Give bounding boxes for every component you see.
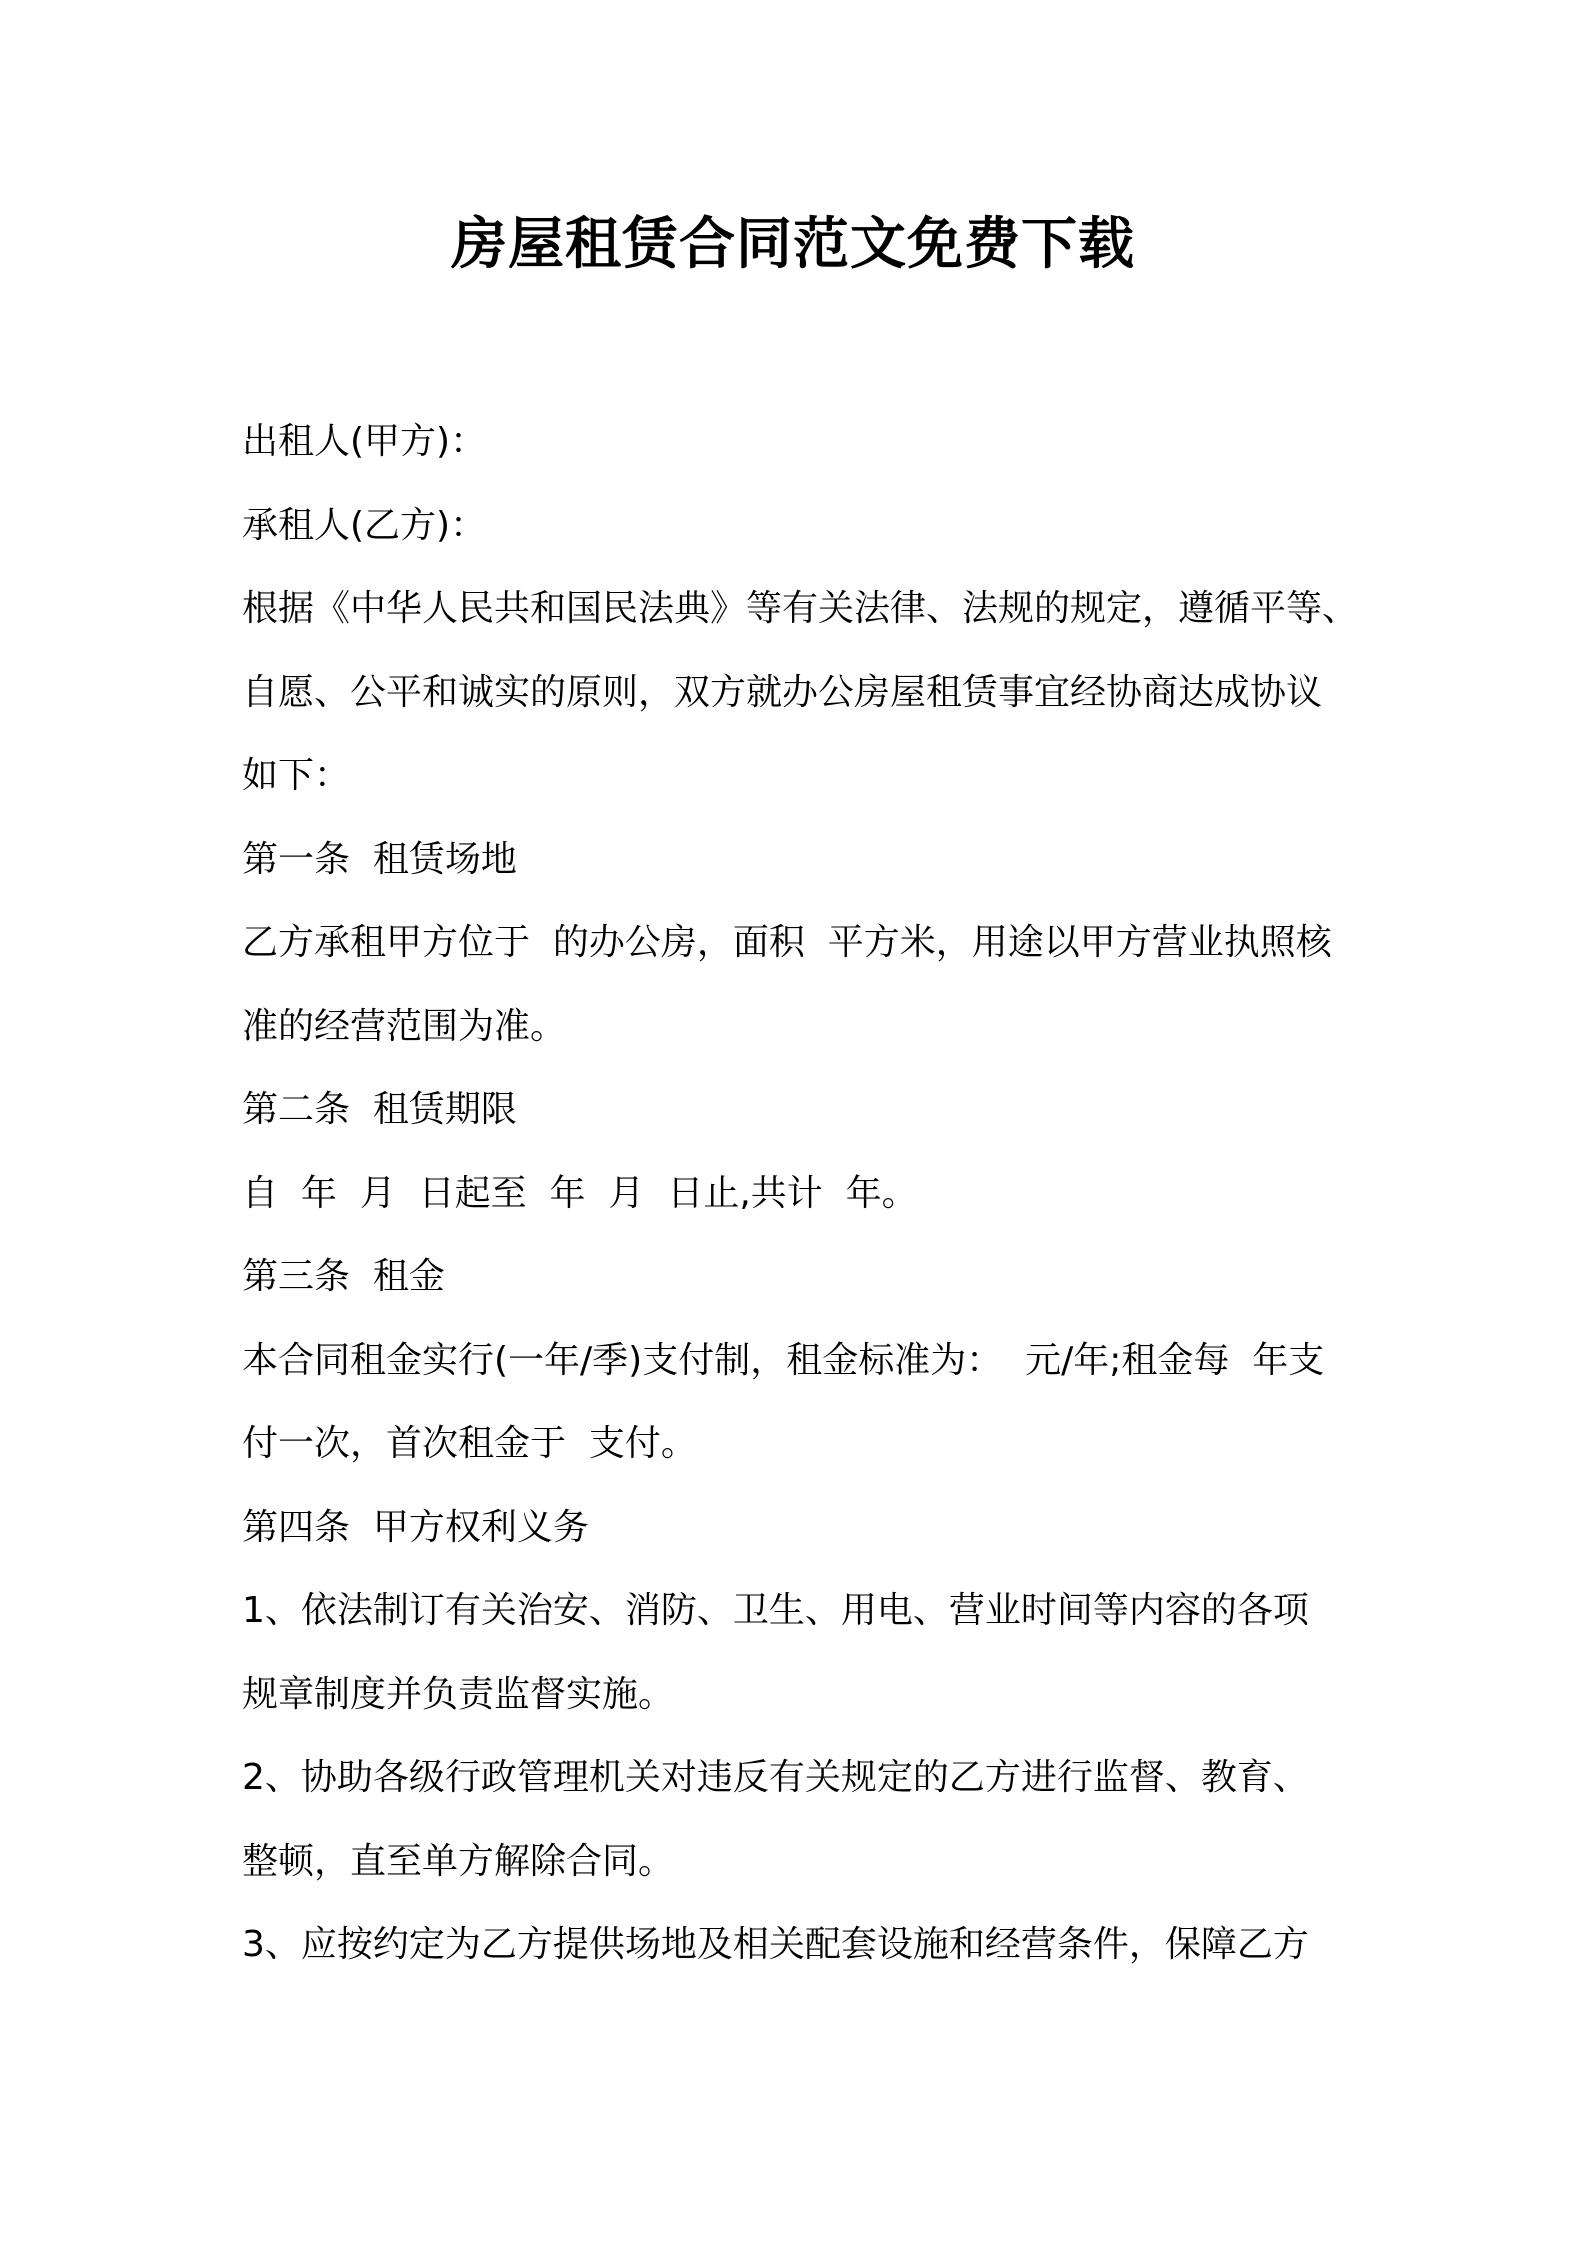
document-body bbox=[242, 400, 1362, 1987]
article-1-text-2: 准的经营范围为准。 bbox=[242, 1005, 567, 1047]
article-4-heading: 第四条 甲方权利义务 bbox=[242, 1506, 589, 1548]
article-3-text-1: 本合同租金实行(一年/季)支付制，租金标准为： 元/年;租金每 年支 bbox=[242, 1339, 1325, 1381]
document-title: 房屋租赁合同范文免费下载 bbox=[451, 212, 1135, 277]
article-2-heading: 第二条 租赁期限 bbox=[242, 1089, 517, 1130]
article-4-item-3-line-1: 3、应按约定为乙方提供场地及相关配套设施和经营条件，保障乙方 bbox=[242, 1924, 1309, 1965]
preamble-line-3: 如下： bbox=[242, 755, 351, 796]
preamble-line-1: 根据《中华人民共和国民法典》等有关法律、法规的规定，遵循平等、 bbox=[242, 588, 1359, 629]
article-4-item-1-line-1: 1、依法制订有关治安、消防、卫生、用电、营业时间等内容的各项 bbox=[242, 1590, 1309, 1631]
article-2-text-1: 自 年 月 日起至 年 月 日止,共计 年。 bbox=[242, 1172, 918, 1214]
article-4-item-1-line-2: 规章制度并负责监督实施。 bbox=[242, 1673, 675, 1715]
party-b-line: 承租人(乙方)： bbox=[242, 504, 487, 546]
preamble-line-2: 自愿、公平和诚实的原则，双方就办公房屋租赁事宜经协商达成协议 bbox=[242, 671, 1323, 713]
article-4-item-2-line-2: 整顿，直至单方解除合同。 bbox=[242, 1840, 675, 1882]
article-3-text-2: 付一次，首次租金于 支付。 bbox=[242, 1423, 697, 1464]
article-1-text-1: 乙方承租甲方位于 的办公房，面积 平方米，用途以甲方营业执照核 bbox=[242, 922, 1332, 963]
party-a-line: 出租人(甲方)： bbox=[242, 421, 487, 462]
article-3-heading: 第三条 租金 bbox=[242, 1256, 445, 1297]
article-1-heading: 第一条 租赁场地 bbox=[242, 838, 517, 880]
article-4-item-2-line-1: 2、协助各级行政管理机关对违反有关规定的乙方进行监督、教育、 bbox=[242, 1757, 1309, 1798]
